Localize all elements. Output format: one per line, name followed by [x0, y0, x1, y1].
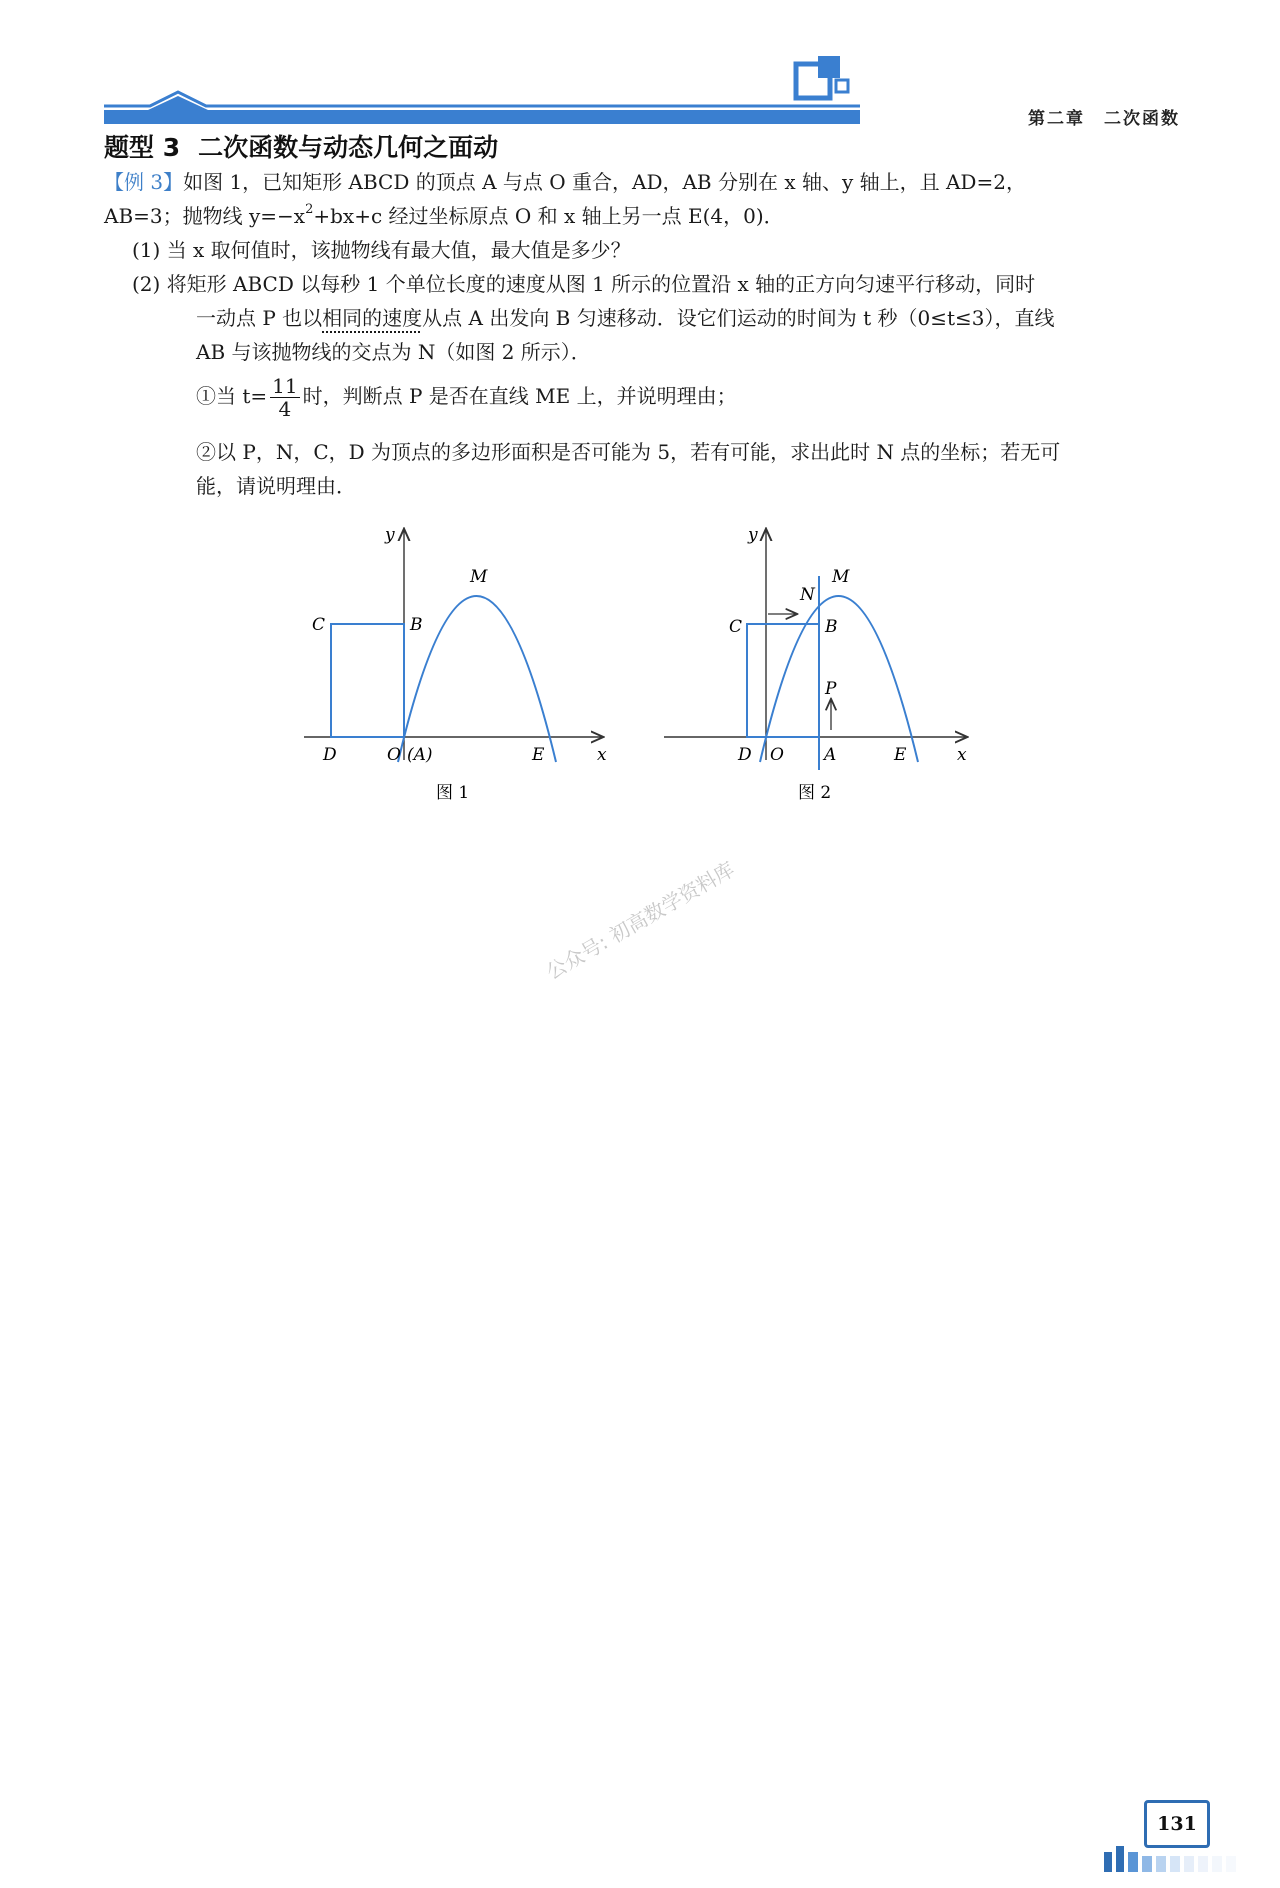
intro-line2-b: +bx+c 经过坐标原点 O 和 x 轴上另一点 E(4，0)．: [313, 204, 784, 228]
example-intro-line1: [104, 166, 1026, 195]
section-number: 题型 3: [104, 133, 181, 162]
figure-2: [664, 525, 967, 803]
question-2-line3: AB 与该抛物线的交点为 N（如图 2 所示）．: [196, 340, 591, 364]
chapter-label: 第二章 二次函数: [1028, 109, 1180, 129]
question-2-line2: [196, 302, 1055, 331]
question-2-line1: (2) 将矩形 ABCD 以每秒 1 个单位长度的速度从图 1 所示的位置沿 x 轴的正方向匀速平行移动，同时: [132, 272, 1036, 296]
fig2-label-d: D: [738, 745, 752, 765]
q2-line2-b: 从点 A 出发向 B 匀速移动．设它们运动的时间为 t 秒（0≤t≤3），直线: [422, 306, 1055, 330]
fraction-numerator: 11: [272, 374, 298, 398]
fig2-caption: 图 2: [798, 783, 832, 803]
intro-line2-a: AB=3；抛物线 y=−x: [104, 204, 306, 228]
fig1-label-d: D: [323, 745, 337, 765]
fig1-label-y: y: [385, 525, 395, 545]
fig1-label-o: O: [387, 745, 401, 765]
sub1-b: 时，判断点 P 是否在直线 ME 上，并说明理由；: [302, 384, 737, 408]
sub-question-2-line1: ②以 P，N，C，D 为顶点的多边形面积是否可能为 5，若有可能，求出此时 N 点的坐标；若无可: [196, 440, 1061, 464]
section-title-text: 二次函数与动态几何之面动: [198, 133, 499, 162]
fig1-label-c: C: [312, 615, 326, 635]
intro-line1-text: 如图 1，已知矩形 ABCD 的顶点 A 与点 O 重合，AD，AB 分别在 x 轴、y 轴上，且 AD=2，: [183, 170, 1026, 194]
figure-1: [304, 525, 607, 803]
sub-question-1: [196, 372, 737, 420]
fraction-11-4: [270, 375, 299, 420]
fig2-label-o: O: [770, 745, 784, 765]
watermark: 公众号: 初高数学资料库: [542, 856, 739, 985]
page-number: 131: [1144, 1800, 1210, 1848]
example-intro-line2: [104, 200, 784, 229]
fig2-label-b: B: [825, 617, 838, 637]
sub1-a: ①当 t=: [196, 384, 268, 408]
fig1-label-x: x: [597, 745, 607, 765]
section-title: [104, 128, 498, 164]
fig1-label-e: E: [532, 745, 545, 765]
fig1-caption: 图 1: [436, 783, 470, 803]
question-1: (1) 当 x 取何值时，该抛物线有最大值，最大值是多少？: [132, 238, 631, 262]
q2-line2-a: 一动点 P 也以: [196, 306, 323, 330]
fig2-rectangle: [747, 624, 819, 737]
exponent: 2: [305, 202, 314, 217]
fig2-label-p: P: [825, 679, 837, 699]
fig2-label-a: A: [824, 745, 837, 765]
fig2-label-c: C: [729, 617, 743, 637]
fig2-label-m: M: [832, 567, 850, 587]
fig1-label-m: M: [470, 567, 488, 587]
fig2-parabola: [760, 596, 918, 762]
fig2-label-e: E: [894, 745, 907, 765]
example-tag: 【例 3】: [104, 170, 184, 194]
emphasis-dotted: 相同的速度: [322, 306, 423, 330]
fig2-label-n: N: [800, 585, 815, 605]
fig1-parabola: [398, 596, 556, 762]
fraction-denominator: 4: [278, 397, 292, 421]
fig1-label-a: (A): [407, 745, 433, 765]
sub-question-2-line2: 能，请说明理由．: [196, 474, 356, 498]
fig2-label-x: x: [957, 745, 967, 765]
fig1-label-b: B: [410, 615, 423, 635]
fig2-label-y: y: [748, 525, 758, 545]
fig1-rectangle: [331, 624, 404, 737]
